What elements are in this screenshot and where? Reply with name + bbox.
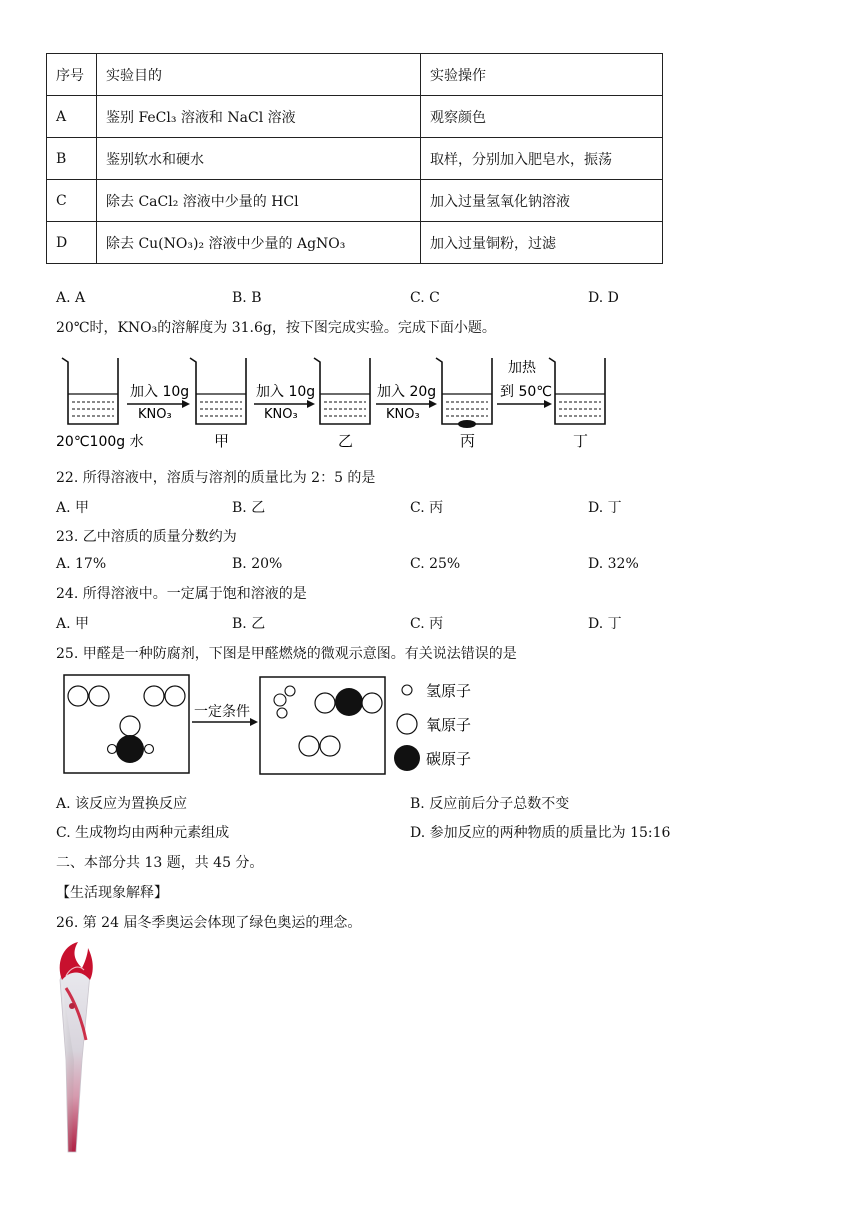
col-header-id: 序号 [47,54,97,96]
row-purpose: 鉴别 FeCl₃ 溶液和 NaCl 溶液 [97,96,421,138]
q23-option-b: B. 20% [232,556,283,572]
row-purpose: 除去 Cu(NO₃)₂ 溶液中少量的 AgNO₃ [97,222,421,264]
arrow-4-bottom: 到 50℃ [500,384,552,400]
hydrogen-atom [277,708,287,718]
row-id: C [47,180,97,222]
beaker-bing [436,358,492,424]
arrow-4-top: 加热 [508,360,536,376]
legend-oxygen-icon [397,714,417,734]
row-id: A [47,96,97,138]
q22-option-a: A. 甲 [56,500,90,516]
q25-option-c: C. 生成物均由两种元素组成 [56,825,230,841]
q22-stem: 22. 所得溶液中，溶质与溶剂的质量比为 2：5 的是 [56,470,376,486]
q25-option-b: B. 反应前后分子总数不变 [410,796,570,812]
oxygen-atom [89,686,109,706]
hydrogen-atom [274,694,286,706]
q21-option-b: B. B [232,290,262,306]
q26-stem: 26. 第 24 届冬季奥运会体现了绿色奥运的理念。 [56,915,362,931]
intro-text: 20℃时，KNO₃的溶解度为 31.6g，按下图完成实验。完成下面小题。 [56,320,496,336]
q24-option-d: D. 丁 [588,616,622,632]
experiment-table [46,53,663,264]
arrow-3-top: 加入 20g [377,384,437,400]
arrow-2-head [307,400,315,408]
q24-option-c: C. 丙 [410,616,444,632]
oxygen-atom [165,686,185,706]
oxygen-atom [120,716,140,736]
oxygen-atom [144,686,164,706]
q23-stem: 23. 乙中溶质的质量分数约为 [56,529,237,545]
q25-option-d: D. 参加反应的两种物质的质量比为 15:16 [410,825,671,841]
hydrogen-atom [285,686,295,696]
legend-oxygen-label: 氧原子 [426,716,472,734]
oxygen-atom [315,693,335,713]
col-header-purpose: 实验目的 [97,54,421,96]
hydrogen-atom [145,745,154,754]
beaker-ding [549,358,605,424]
row-operation: 观察颜色 [421,96,663,138]
arrow-1-head [182,400,190,408]
table-header-row [47,54,663,96]
label-bing: 丙 [460,432,476,450]
arrow-2-top: 加入 10g [256,384,316,400]
molecule-diagram [62,672,482,780]
start-label: 20℃100g 水 [56,434,144,450]
row-id: D [47,222,97,264]
label-ding: 丁 [573,432,589,450]
q25-option-a: A. 该反应为置换反应 [56,796,188,812]
label-jia: 甲 [214,432,230,450]
beaker-water [62,358,118,424]
arrow-3-bottom: KNO₃ [386,407,420,422]
olympic-torch-image [52,940,98,1160]
row-operation: 加入过量氢氧化钠溶液 [421,180,663,222]
q25-stem: 25. 甲醛是一种防腐剂，下图是甲醛燃烧的微观示意图。有关说法错误的是 [56,646,517,662]
oxygen-atom [299,736,319,756]
carbon-atom [116,735,144,763]
q21-option-c: C. C [410,290,440,306]
q24-option-b: B. 乙 [232,616,266,632]
arrow-2-bottom: KNO₃ [264,407,298,422]
arrow-3-head [429,400,437,408]
legend-hydrogen-icon [402,685,412,695]
q22-option-c: C. 丙 [410,500,444,516]
row-purpose: 鉴别软水和硬水 [97,138,421,180]
beaker-diagram [52,352,622,452]
reaction-arrow-head [250,718,258,726]
beaker-yi [314,358,370,424]
torch-body [60,968,90,1152]
legend-carbon-label: 碳原子 [426,750,472,768]
row-operation: 取样，分别加入肥皂水，振荡 [421,138,663,180]
product-box [260,677,385,774]
section-two: 二、本部分共 13 题，共 45 分。 [56,855,264,871]
arrow-4-head [544,400,552,408]
legend-carbon-icon [394,745,420,771]
row-purpose: 除去 CaCl₂ 溶液中少量的 HCl [97,180,421,222]
q21-option-d: D. D [588,290,619,306]
reaction-condition: 一定条件 [194,704,250,720]
precipitate-icon [458,420,476,428]
section-heading: 【生活现象解释】 [56,885,168,901]
table-row [47,96,663,138]
q23-option-d: D. 32% [588,556,639,572]
q21-option-a: A. A [56,290,86,306]
oxygen-atom [68,686,88,706]
legend-hydrogen-label: 氢原子 [426,682,472,700]
table-row [47,180,663,222]
q22-option-d: D. 丁 [588,500,622,516]
row-operation: 加入过量铜粉，过滤 [421,222,663,264]
torch-emblem-icon [69,1003,75,1009]
oxygen-atom [362,693,382,713]
table-row [47,222,663,264]
oxygen-atom [320,736,340,756]
table-row [47,138,663,180]
q24-option-a: A. 甲 [56,616,90,632]
row-id: B [47,138,97,180]
q23-option-a: A. 17% [56,556,107,572]
arrow-1-bottom: KNO₃ [138,407,172,422]
carbon-atom [335,688,363,716]
q23-option-c: C. 25% [410,556,461,572]
q22-option-b: B. 乙 [232,500,266,516]
col-header-operation: 实验操作 [421,54,663,96]
hydrogen-atom [108,745,117,754]
arrow-1-top: 加入 10g [130,384,190,400]
beaker-jia [190,358,246,424]
label-yi: 乙 [338,432,354,450]
q24-stem: 24. 所得溶液中。一定属于饱和溶液的是 [56,586,307,602]
